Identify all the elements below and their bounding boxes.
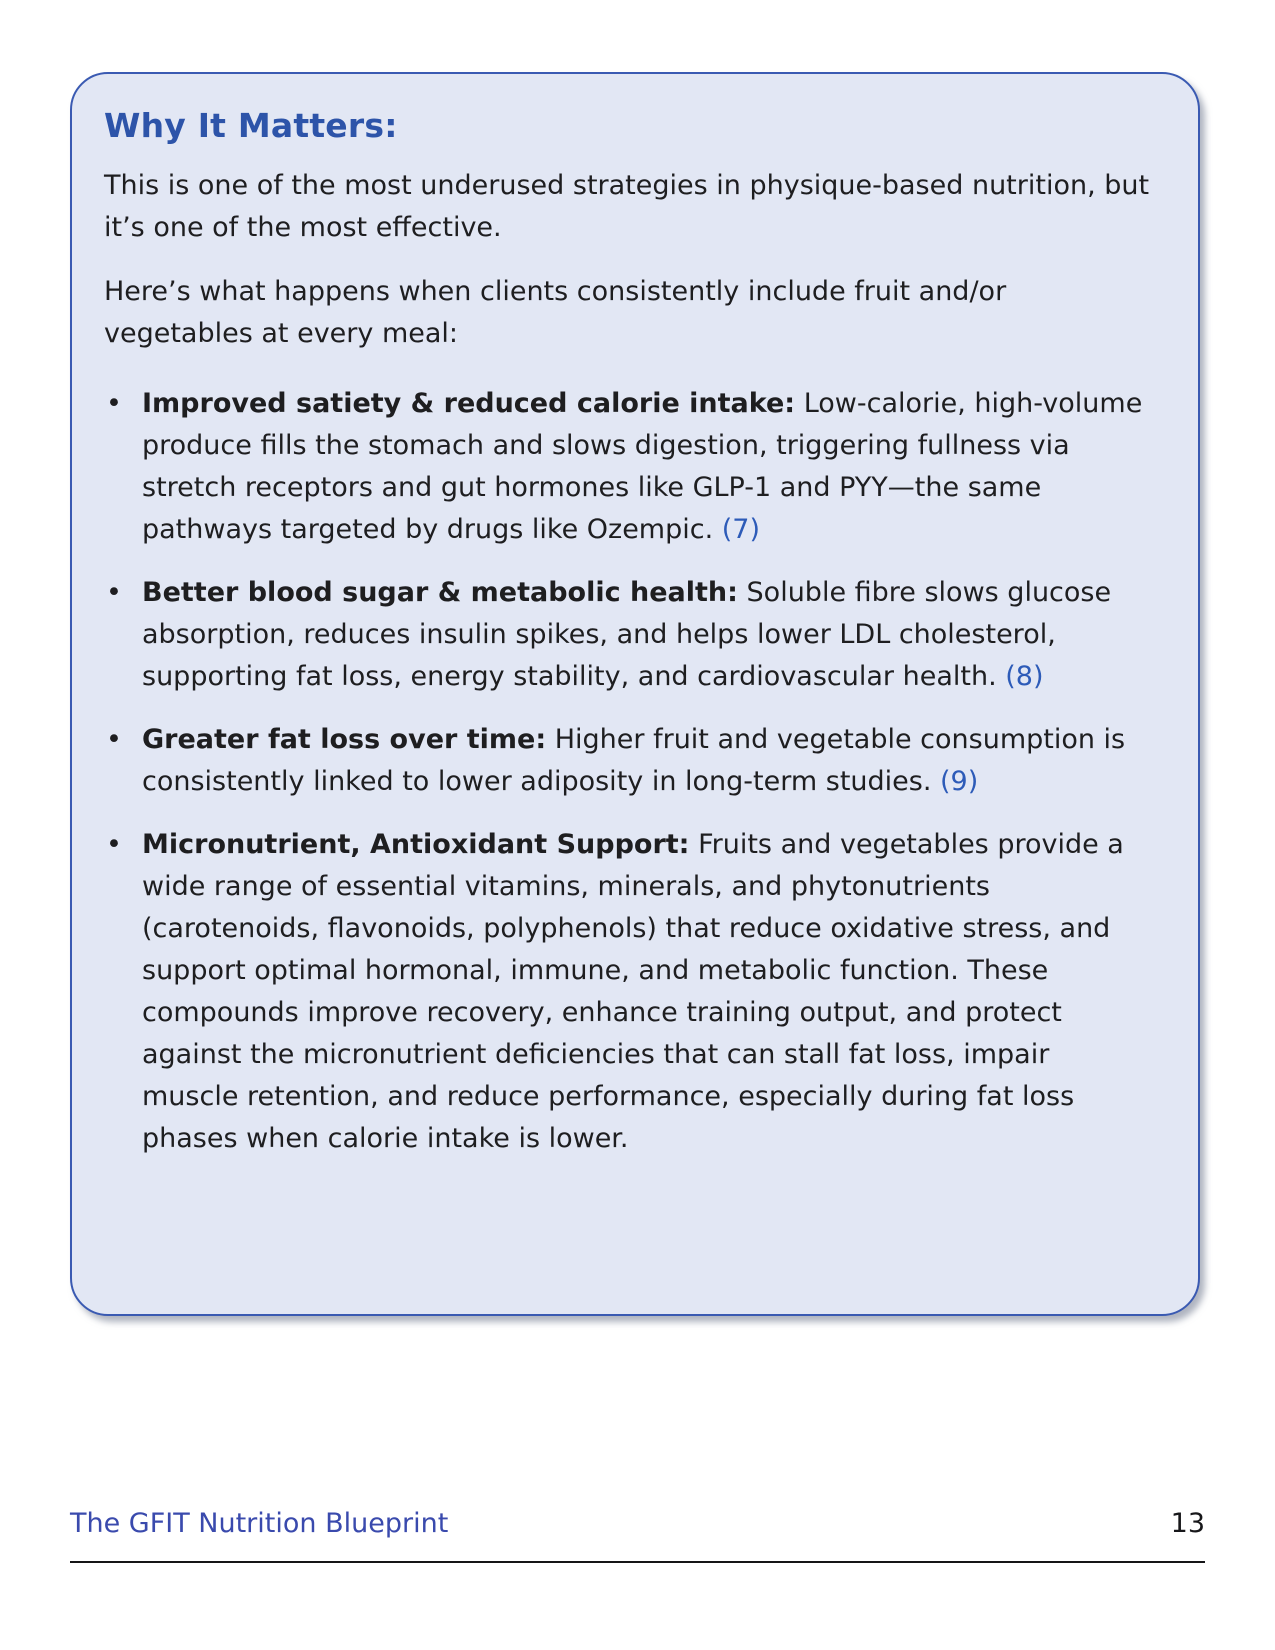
list-item [104, 383, 1152, 551]
card-heading: Why It Matters: [104, 106, 398, 145]
page-footer [70, 1508, 1205, 1563]
bullet-body-text: Low-calorie, high-volume produce fills the stomach and slows digestion, triggering fullness via stretch receptors and gut hormones like GLP-1 and PYY—the same pathways targeted by drugs like Ozempic. [142, 388, 1143, 545]
bullet-dot-icon: • [106, 388, 122, 419]
why-it-matters-card [70, 72, 1200, 1316]
bullet-body-text: Soluble fibre slows glucose absorption, reduces insulin spikes, and helps lower LDL cholesterol, supporting fat loss, energy stability, and cardiovascular health. [142, 577, 1112, 692]
benefits-list [104, 383, 1152, 1160]
intro-paragraph-2: Here’s what happens when clients consistently include fruit and/or vegetables at every meal: [104, 276, 1007, 349]
bullet-lead-text: Better blood sugar & metabolic health: [142, 577, 738, 608]
list-item [104, 572, 1152, 698]
bullet-body-text: Fruits and vegetables provide a wide range of essential vitamins, minerals, and phytonutrients (carotenoids, flavonoids, polyphenols) that reduce oxidative stress, and support optimal hormonal, immune, and metabolic function. These compounds improve recovery, enhance training output, and protect against the micronutrient deficiencies that can stall fat loss, impair muscle retention, and reduce performance, especially during fat loss phases when calorie intake is lower. [142, 829, 1124, 1154]
bullet-lead-text: Micronutrient, Antioxidant Support: [142, 829, 690, 860]
footer-page-number: 13 [1170, 1508, 1205, 1539]
bullet-dot-icon: • [106, 724, 122, 755]
bullet-body-text: Higher fruit and vegetable consumption is consistently linked to lower adiposity in long-term studies. [142, 724, 1126, 797]
citation-link-7[interactable]: (7) [721, 514, 761, 545]
bullet-lead-text: Greater fat loss over time: [142, 724, 547, 755]
intro-paragraph-1: This is one of the most underused strategies in physique-based nutrition, but it’s one of the most effective. [104, 170, 1150, 243]
citation-link-8[interactable]: (8) [1005, 661, 1044, 692]
list-item [104, 719, 1152, 803]
footer-divider [70, 1561, 1205, 1563]
list-item [104, 824, 1152, 1160]
footer-document-title: The GFIT Nutrition Blueprint [70, 1508, 449, 1539]
citation-link-9[interactable]: (9) [940, 766, 979, 797]
bullet-dot-icon: • [106, 829, 122, 860]
bullet-dot-icon: • [106, 577, 122, 608]
bullet-lead-text: Improved satiety & reduced calorie intake: [142, 388, 796, 419]
